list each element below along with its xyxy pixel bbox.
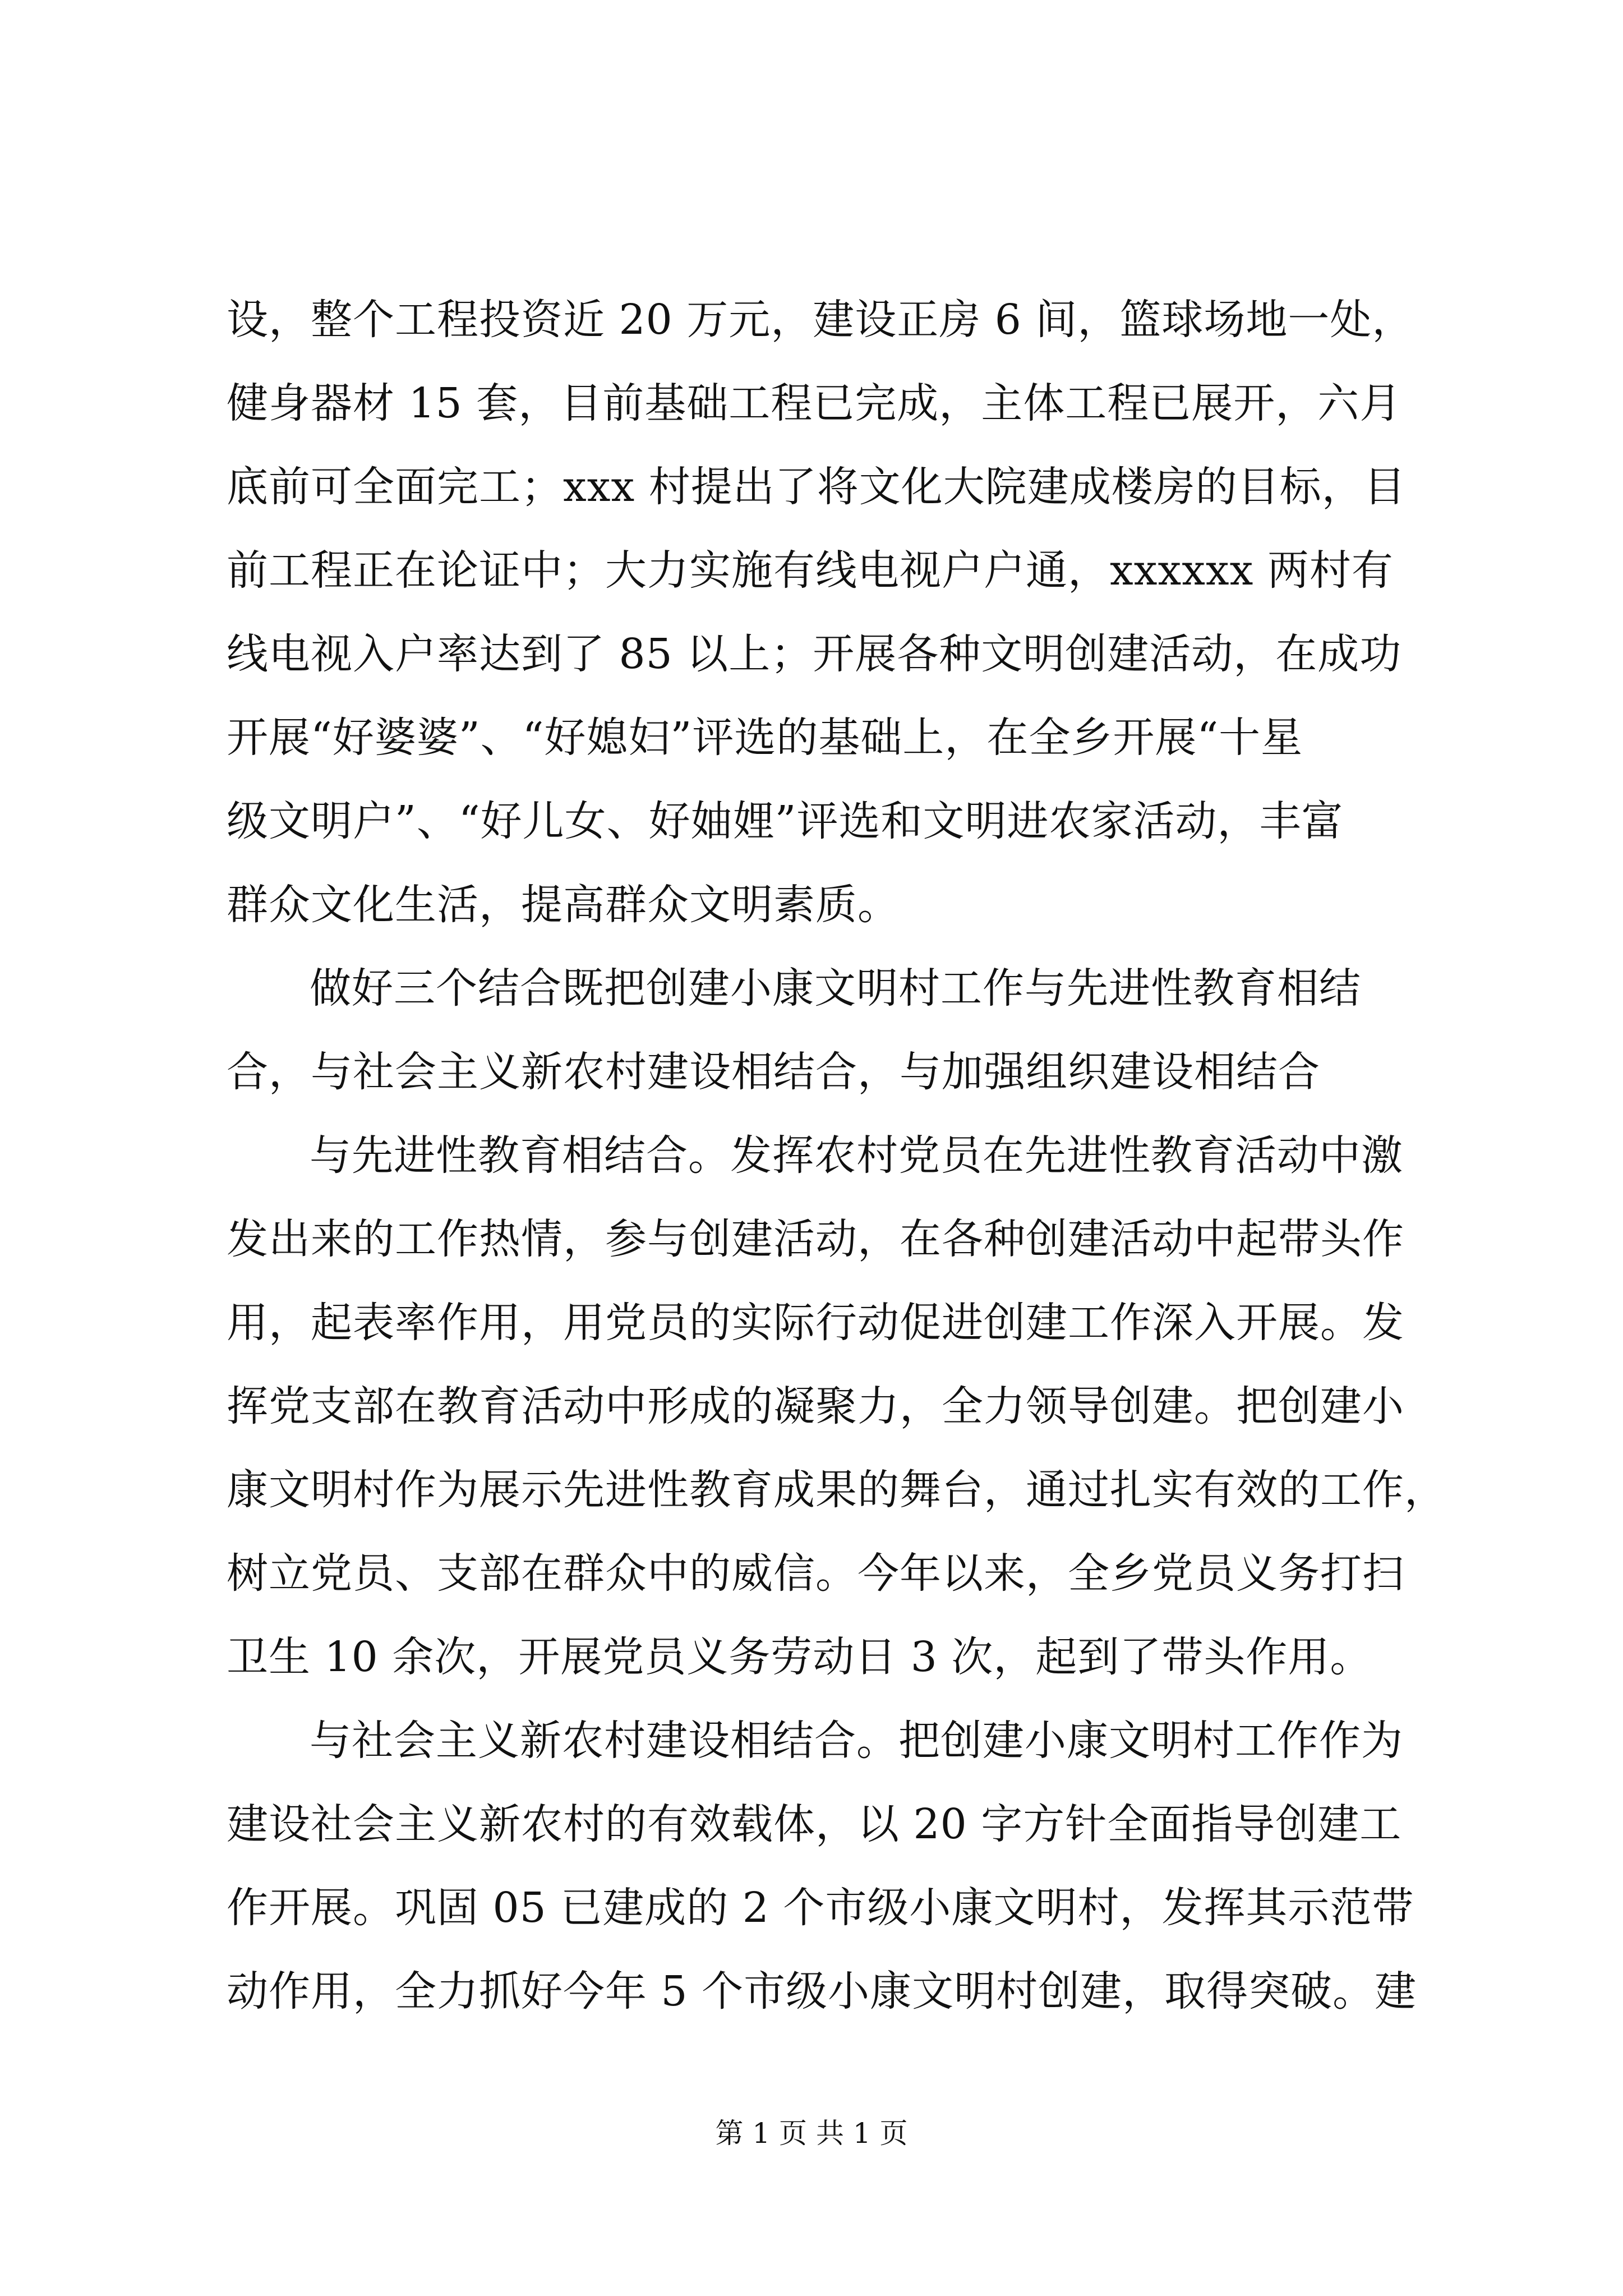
text-line: 合，与社会主义新农村建设相结合，与加强组织建设相结合 — [227, 1048, 1320, 1096]
text-line: 底前可全面完工；xxx 村提出了将文化大院建成楼房的目标，目 — [227, 463, 1406, 511]
text-line: 发出来的工作热情，参与创建活动，在各种创建活动中起带头作 — [227, 1215, 1404, 1263]
text-line: 线电视入户率达到了 85 以上；开展各种文明创建活动，在成功 — [227, 630, 1402, 678]
text-line: 挥党支部在教育活动中形成的凝聚力，全力领导创建。把创建小 — [227, 1382, 1404, 1430]
text-line: 康文明村作为展示先进性教育成果的舞台，通过扎实有效的工作， — [227, 1466, 1446, 1514]
text-line: 开展“好婆婆”、“好媳妇”评选的基础上，在全乡开展“十星 — [227, 714, 1303, 762]
page-footer: 第 1 页 共 1 页 — [715, 2117, 908, 2150]
text-line: 设，整个工程投资近 20 万元，建设正房 6 间，篮球场地一处， — [227, 296, 1414, 344]
paragraph-first-line: 与先进性教育相结合。发挥农村党员在先进性教育活动中激 — [310, 1131, 1403, 1180]
text-line: 用，起表率作用，用党员的实际行动促进创建工作深入开展。发 — [227, 1299, 1404, 1347]
paragraph-first-line: 与社会主义新农村建设相结合。把创建小康文明村工作作为 — [310, 1717, 1403, 1765]
text-line: 群众文化生活，提高群众文明素质。 — [227, 881, 900, 929]
text-line: 卫生 10 余次，开展党员义务劳动日 3 次，起到了带头作用。 — [227, 1633, 1372, 1681]
paragraph-first-line: 做好三个结合既把创建小康文明村工作与先进性教育相结 — [310, 964, 1361, 1013]
text-line: 健身器材 15 套，目前基础工程已完成，主体工程已展开，六月 — [227, 379, 1402, 427]
text-line: 树立党员、支部在群众中的威信。今年以来，全乡党员义务打扫 — [227, 1549, 1404, 1598]
text-line: 级文明户”、“好儿女、好妯娌”评选和文明进农家活动，丰富 — [227, 797, 1344, 845]
text-line: 动作用，全力抓好今年 5 个市级小康文明村创建，取得突破。建 — [227, 1967, 1417, 2016]
text-line: 前工程正在论证中；大力实施有线电视户户通，xxxxxx 两村有 — [227, 546, 1394, 595]
text-line: 作开展。巩固 05 已建成的 2 个市级小康文明村，发挥其示范带 — [227, 1884, 1414, 1932]
text-line: 建设社会主义新农村的有效载体，以 20 字方针全面指导创建工 — [227, 1800, 1402, 1848]
